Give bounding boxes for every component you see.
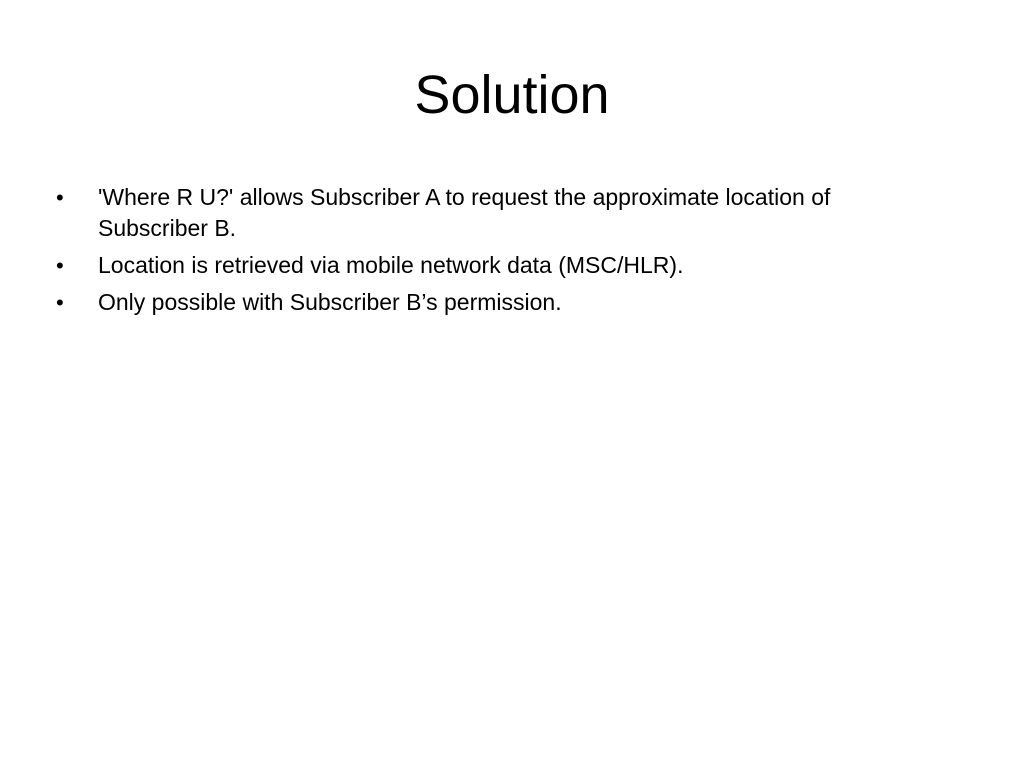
bullet-list [52,182,932,324]
bullet-item [52,250,932,281]
bullet-item [52,182,932,244]
bullet-text: Only possible with Subscriber B’s permission. [98,289,562,315]
bullet-text: Location is retrieved via mobile network data (MSC/HLR). [98,252,684,278]
slide-title: Solution [414,65,610,125]
bullet-icon: • [56,185,64,210]
bullet-icon: • [56,290,64,315]
bullet-item [52,287,932,318]
bullet-text: 'Where R U?' allows Subscriber A to request the approximate location of Subscriber B. [98,184,831,241]
bullet-icon: • [56,253,64,278]
